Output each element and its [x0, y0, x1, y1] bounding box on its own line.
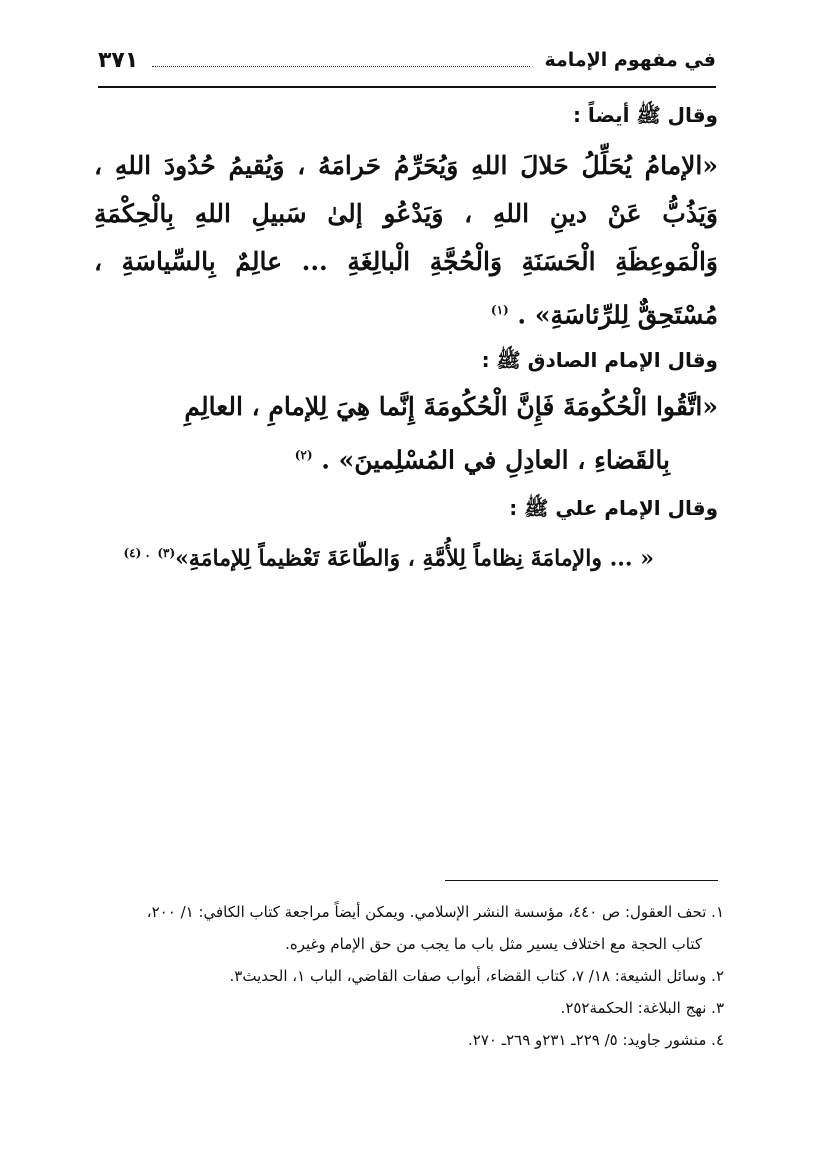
- footnote-ref-1: (١): [490, 303, 509, 317]
- hadith-quote-2: [94, 383, 718, 484]
- footnote-text: تحف العقول: ص ٤٤٠، مؤسسة النشر الإسلامي. ويمكن أيضاً مراجعة كتاب الكافي: ١/ ٢٠٠،: [146, 903, 707, 921]
- footnote-separator: [445, 880, 718, 881]
- quote-2-line-1: «اتَّقُوا الْحُكُومَةَ فَإِنَّ الْحُكُومَةَ إِنَّما هِيَ لِلإمامِ ، العالِمِ: [184, 392, 718, 422]
- footnote-number: ٢.: [711, 967, 724, 985]
- footnote-text: وسائل الشيعة: ١٨/ ٧، كتاب القضاء، أبواب صفات القاضي، الباب ١، الحديث٣.: [229, 967, 707, 985]
- quote-2-line-2-text: بِالقَضاءِ ، العادِلِ في المُسْلِمينَ» .: [321, 445, 670, 475]
- hadith-quote-3: [94, 533, 718, 578]
- footnote-text: نهج البلاغة: الحكمة٢٥٢.: [560, 999, 707, 1017]
- footnote-ref-2: (٢): [294, 448, 313, 463]
- footnote-3: [94, 992, 724, 1024]
- intro-line-1: وقال ﷺ أيضاً :: [572, 103, 718, 127]
- intro-line-3: وقال الإمام علي ﷺ :: [509, 495, 718, 520]
- footnote-ref-3: (٣): [157, 545, 176, 560]
- footnote-2: [94, 960, 724, 992]
- header-dot-leader: [152, 66, 530, 67]
- page-header: [98, 42, 716, 78]
- footnote-ref-4: . (٤): [123, 545, 150, 560]
- footnote-number: ٣.: [711, 999, 724, 1017]
- footnote-number: ٤.: [711, 1031, 724, 1049]
- running-title: في مفهوم الإمامة: [544, 49, 716, 71]
- footnotes: [94, 896, 724, 1056]
- page-number: ٣٧١: [98, 47, 139, 73]
- footnote-4: [94, 1024, 724, 1056]
- footnote-continuation: كتاب الحجة مع اختلاف يسير مثل باب ما يجب من حق الإمام وغيره.: [285, 935, 702, 953]
- footnote-1: [94, 896, 724, 960]
- footnote-number: ١.: [711, 903, 724, 921]
- header-rule: [98, 86, 716, 88]
- main-text: [94, 100, 718, 578]
- quote-1-text: «الإمامُ يُحَلِّلُ حَلالَ اللهِ وَيُحَرِّمُ حَرامَهُ ، وَيُقيمُ حُدُودَ اللهِ ، وَيَذُبُّ عَنْ دينِ اللهِ ، وَيَدْعُو إلىٰ سَبيلِ اللهِ بِالْحِكْمَةِ وَالْمَوعِظَةِ الْحَسَنَةِ وَالْحُجَّةِ الْبالِغَةِ ... عالِمٌ بِالسِّياسَةِ ، مُسْتَحِقٌّ لِلرِّئاسَةِ» .: [94, 151, 718, 330]
- quote-3-text: « ... والإمامَةَ نِظاماً لِلأُمَّةِ ، وَالطّاعَةَ تَعْظيماً لِلإمامَةِ»: [175, 544, 654, 571]
- hadith-quote-1: [94, 142, 718, 339]
- intro-line-2: وقال الإمام الصادق ﷺ :: [481, 348, 718, 373]
- quote-2-line-2: [94, 431, 718, 484]
- footnote-text: منشور جاويد: ٥/ ٢٢٩ـ ٢٣١و ٢٦٩ـ ٢٧٠.: [467, 1031, 707, 1049]
